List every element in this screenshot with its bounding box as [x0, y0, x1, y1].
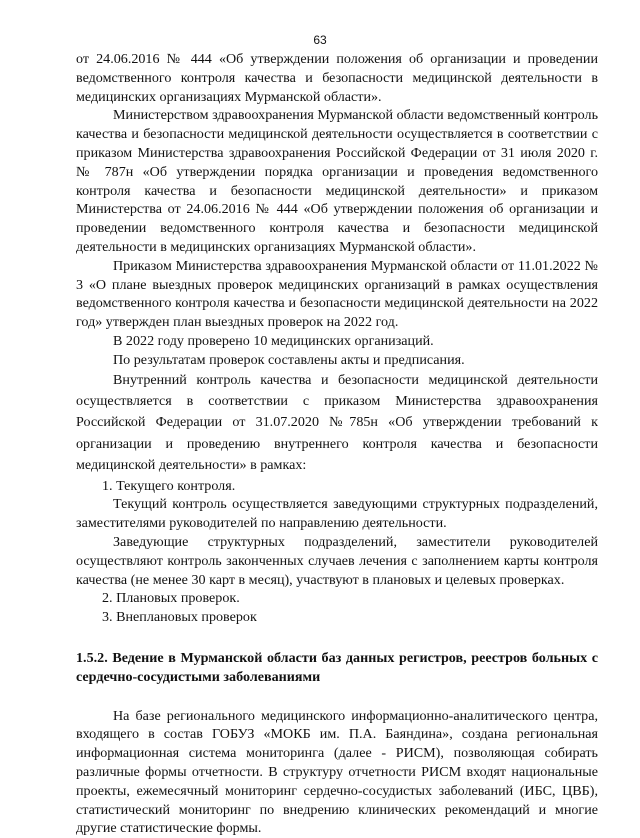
page-number: 63 [313, 33, 327, 47]
list-item-planned-checks: 2. Плановых проверок. [102, 590, 240, 607]
paragraph-order-continuation: от 24.06.2016 № 444 «Об утверждении положения об организации и проведении ведомственного контроля качества и безопасности медицинской деятельности в медицинских организациях Мурманской области». [76, 51, 598, 105]
section-heading: 1.5.2. Ведение в Мурманской области баз данных регистров, реестров больных с сердечно-сосудистыми заболеваниями [76, 649, 598, 685]
paragraph-acts: По результатам проверок составлены акты и предписания. [113, 351, 465, 368]
paragraph-current-control: Текущий контроль осуществляется заведующими структурных подразделений, заместителями руководителей по направлению деятельности. [76, 496, 598, 532]
paragraph-internal-control: Внутренний контроль качества и безопасности медицинской деятельности осуществляется в соответствии с приказом Министерства здравоохранения Российской Федерации от 31.07.2020 №785н «Об утверждении требований к организации и проведению внутреннего контроля качества и безопасности медицинской деятельности» в рамках: [76, 371, 598, 474]
document-body [76, 50, 598, 838]
paragraph-heads-of-departments: Заведующие структурных подразделений, заместители руководителей осуществляют контроль законченных случаев лечения с заполнением карты контроля качества (не менее 30 карт в месяц), участвуют в плановых и целевых проверках. [76, 533, 598, 588]
paragraph-inspection-plan: Приказом Министерства здравоохранения Мурманской области от 11.01.2022 № 3 «О плане выездных проверок медицинских организаций в рамках осуществления ведомственного контроля качества и безопасности медицинской деятельности на 2022 год» утвержден план выездных проверок на 2022 год. [76, 257, 598, 331]
paragraph-inspected-count: В 2022 году проверено 10 медицинских организаций. [113, 332, 434, 349]
paragraph-rism: На базе регионального медицинского информационно-аналитического центра, входящего в состав ГОБУЗ «МОКБ им. П.А. Баяндина», создана региональная информационная система мониторинга (далее - РИСМ), позволяющая собирать различные формы отчетности. В структуру отчетности РИСМ входят национальные проекты, ежемесячный мониторинг сердечно-сосудистых заболеваний (ИБС, ЦВБ), статистический мониторинг по внедрению клинических рекомендаций и многие другие статистические формы. [76, 707, 598, 837]
paragraph-ministry-control: Министерством здравоохранения Мурманской области ведомственный контроль качества и безопасности медицинской деятельности осуществляется в соответствии с приказом Министерства здравоохранения Российской Федерации от 31 июля 2020 г. № 787н «Об утверждении порядка организации и проведения ведомственного контроля качества и безопасности медицинской деятельности» и приказом Министерства от 24.06.2016 № 444 «Об утверждении положения об организации и проведении ведомственного контроля качества и безопасности медицинской деятельности в медицинских организациях Мурманской области». [76, 107, 599, 255]
list-item-current-control: 1. Текущего контроля. [102, 477, 236, 494]
list-item-unplanned-checks: 3. Внеплановых проверок [102, 609, 257, 626]
